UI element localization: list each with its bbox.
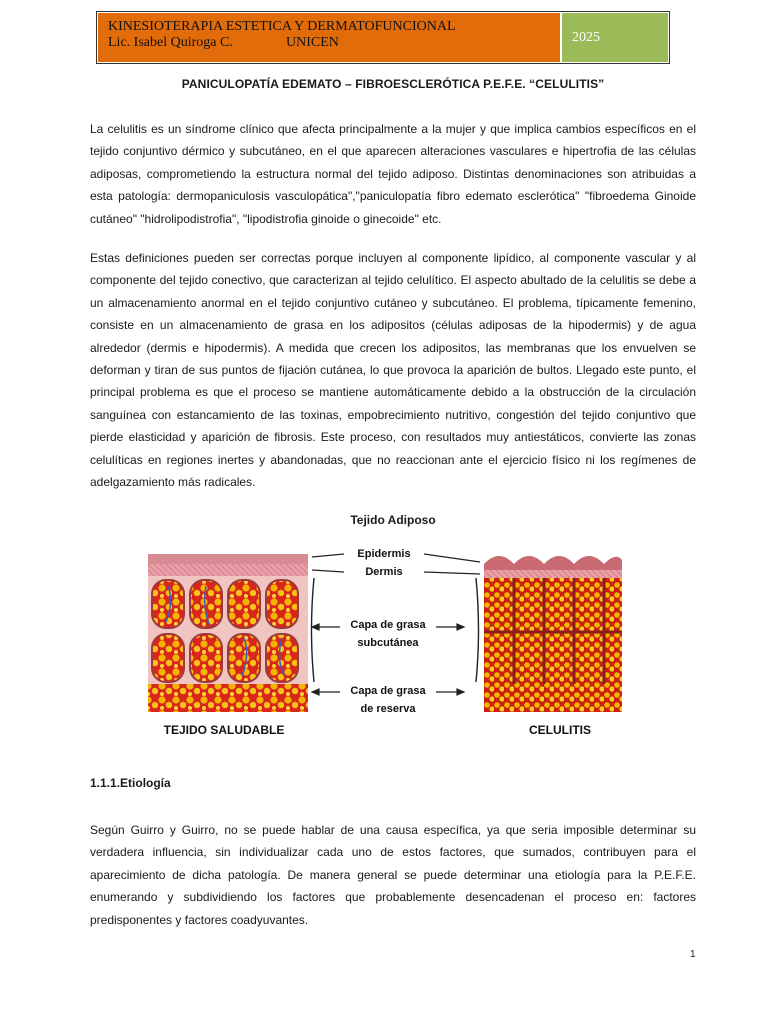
label-reserve-1: Capa de grasa — [350, 685, 426, 697]
page-number: 1 — [690, 949, 696, 960]
cellulite-dimpled-epidermis — [484, 556, 622, 572]
section-heading-etiology: 1.1.1.Etiología — [90, 776, 171, 790]
paragraph-etiology: Según Guirro y Guirro, no se puede hablar de una causa específica, ya que seria imposible determinar su verdadera influencia, sin individualizar cada uno de estos factores, que sumados, contribuyen para el aparecimiento de dicha patología. De manera general se puede determinar una etiología para la P.E.F.E. enumerando y subdividiendo los factores que probablemente desencadenan el proceso en: factores predisponentes y factores coadyuvantes. — [90, 823, 696, 927]
label-subcutaneous-2: subcutánea — [357, 637, 419, 649]
label-healthy-tissue: TEJIDO SALUDABLE — [163, 723, 285, 737]
paragraph-definitions: Estas definiciones pueden ser correctas porque incluyen al componente lipídico, al componente vascular y al componente del tejido conectivo, que caracterizan al tejido celulítico. El aspecto abultado de la celulitis se debe a un almacenamiento anormal en el tejido conjuntivo cutáneo y subcutáneo. El problema, típicamente femenino, consiste en un almacenamiento de grasa en los adipositos (células adiposas de la hipodermis) y de agua alrededor (dermis e hipodermis). A medida que crecen los adipositos, las membranas que los envuelven se deforman y tiran de sus puntos de fijación cutánea, lo que provoca la aparición de bultos. Llegado este punto, el principal problema es que el proceso se mantiene automáticamente debido a la obstrucción de la circulación sanguínea con estancamiento de las toxinas, empobrecimiento nutritivo, congestión del tejido conjuntivo que pierde elasticidad y aparición de fibrosis. Este proceso, con resultados muy antiestáticos, convierte las zonas celulíticas en regiones inertes y abandonadas, que no reaccionan ante el ejercicio físico ni los regímenes de adelgazamiento más radicales. — [90, 251, 696, 490]
header-course-title: KINESIOTERAPIA ESTETICA Y DERMATOFUNCIONAL — [108, 19, 456, 34]
header-title-block — [98, 13, 560, 62]
header-second-line — [108, 35, 550, 51]
header-author: Lic. Isabel Quiroga C. — [108, 35, 233, 50]
cellulite-dermis — [484, 570, 622, 578]
healthy-tissue-diagram — [148, 554, 308, 712]
cellulite-tissue-diagram — [484, 556, 622, 712]
document-title: PANICULOPATÍA EDEMATO – FIBROESCLERÓTICA P.E.F.E. “CELULITIS” — [181, 77, 605, 91]
label-cellulite: CELULITIS — [529, 723, 591, 737]
label-reserve-2: de reserva — [360, 703, 416, 715]
label-subcutaneous-1: Capa de grasa — [350, 619, 426, 631]
healthy-dermis — [148, 564, 308, 576]
figure-title: Tejido Adiposo — [350, 513, 436, 527]
adipose-tissue-figure — [144, 542, 624, 742]
header-year: 2025 — [562, 13, 668, 62]
header-institution: UNICEN — [286, 35, 339, 50]
healthy-reserve-fat — [148, 684, 308, 712]
cellulite-reserve-fat — [484, 684, 622, 712]
healthy-epidermis — [148, 554, 308, 564]
label-dermis: Dermis — [365, 566, 403, 578]
document-header — [96, 11, 670, 64]
paragraph-intro: La celulitis es un síndrome clínico que afecta principalmente a la mujer y que implica cambios específicos en el tejido conjuntivo dérmico y subcutáneo, en el que aparecen alteraciones vasculares e hipertrofia de las células adiposas, comprometiendo la estructura normal del tejido adiposo. Distintas denominaciones son atribuidas a esta patología: dermopaniculosis vasculopática","paniculopatía fibro edemato esclerótica" "fibroedema Ginoide cutáneo" "hidrolipodistrofia", "lipodistrofia ginoide o ginecoide" etc. — [90, 122, 696, 226]
label-epidermis: Epidermis — [357, 548, 411, 560]
